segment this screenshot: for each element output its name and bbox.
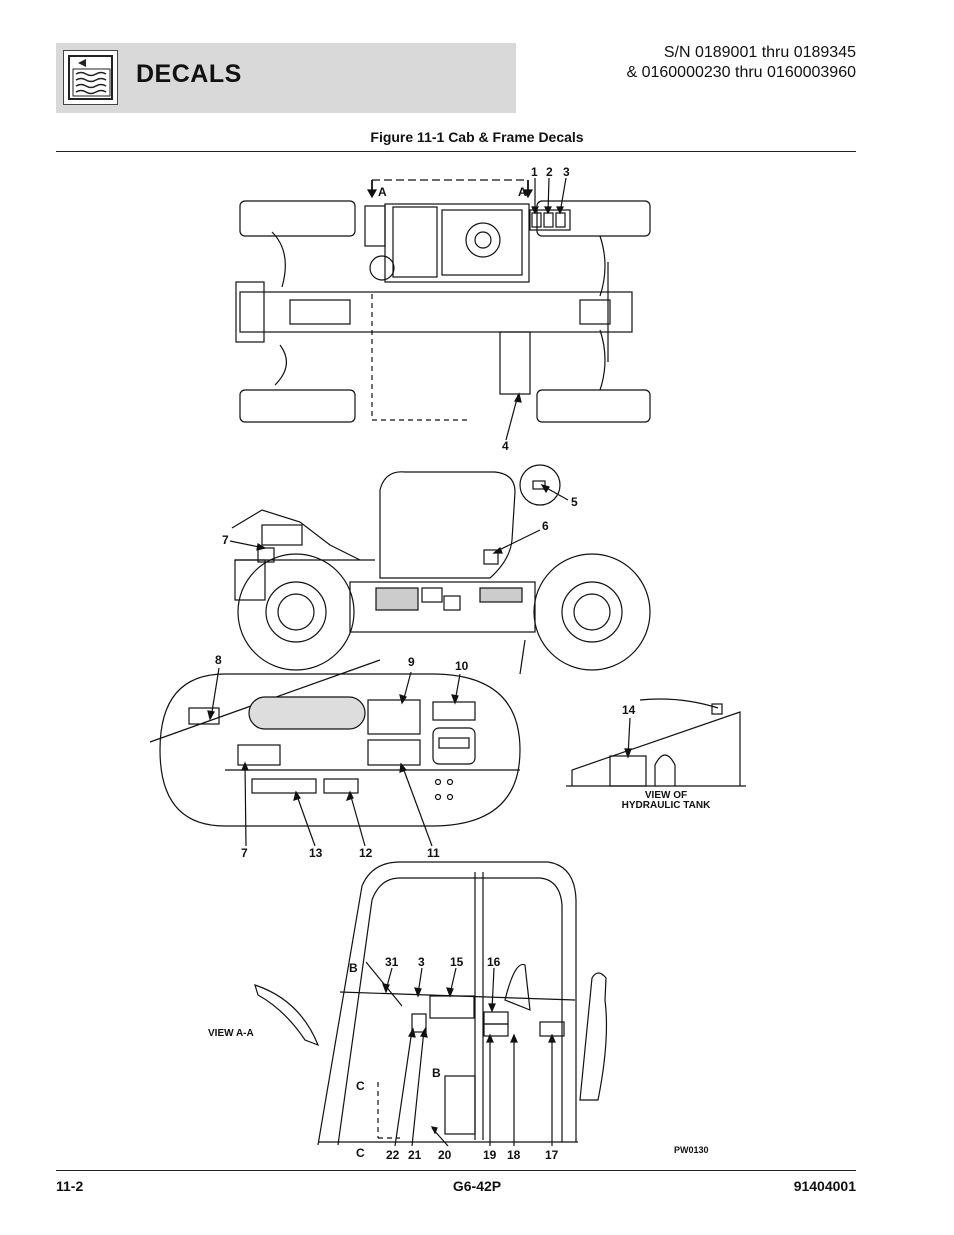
view-a-a-label: VIEW A-A (208, 1028, 254, 1039)
drawing-id: PW0130 (674, 1145, 709, 1155)
callout-13: 13 (309, 846, 323, 860)
serial-line-2: & 0160000230 thru 0160003960 (626, 64, 856, 81)
section-marker-b-top: B (349, 961, 358, 975)
detail-view (150, 640, 525, 846)
callout-7-detail: 7 (241, 846, 248, 860)
callout-21: 21 (408, 1148, 422, 1162)
model-name: G6-42P (452, 1178, 502, 1194)
callout-12: 12 (359, 846, 373, 860)
page-title: DECALS (136, 60, 242, 88)
callout-10: 10 (455, 659, 469, 673)
callout-11: 11 (427, 846, 440, 860)
callout-17: 17 (545, 1148, 559, 1162)
callout-18: 18 (507, 1148, 521, 1162)
document-number: 91404001 (793, 1178, 856, 1194)
figure-caption: Figure 11-1 Cab & Frame Decals (370, 129, 584, 145)
top-view (236, 178, 650, 440)
section-marker-c-top: C (356, 1079, 365, 1093)
callout-3: 3 (563, 165, 570, 179)
hydraulic-view-label-2: HYDRAULIC TANK (621, 800, 711, 811)
page-number: 11-2 (56, 1178, 84, 1194)
callout-14: 14 (622, 703, 636, 717)
cab-view (255, 862, 606, 1146)
callout-31: 31 (385, 955, 399, 969)
callout-9: 9 (408, 655, 415, 669)
callout-16: 16 (487, 955, 501, 969)
callout-2: 2 (546, 165, 553, 179)
callout-6: 6 (542, 519, 549, 533)
callout-4: 4 (502, 439, 509, 453)
callout-15: 15 (450, 955, 464, 969)
callout-5: 5 (571, 495, 578, 509)
section-marker-a-left: A (378, 185, 387, 199)
callout-20: 20 (438, 1148, 452, 1162)
callout-19: 19 (483, 1148, 497, 1162)
section-marker-b-bottom: B (432, 1066, 441, 1080)
hydraulic-tank-view (566, 699, 746, 786)
callout-8: 8 (215, 653, 222, 667)
callout-1: 1 (531, 165, 538, 179)
callout-3-cab: 3 (418, 955, 425, 969)
callout-7-side: 7 (222, 533, 229, 547)
section-marker-c-bottom: C (356, 1146, 365, 1160)
callout-22: 22 (386, 1148, 400, 1162)
footer-divider (56, 1170, 856, 1171)
serial-line-1: S/N 0189001 thru 0189345 (663, 44, 856, 61)
section-marker-a-right: A (518, 185, 527, 199)
hydraulic-view-label-1: VIEW OF (644, 790, 688, 801)
side-view (230, 465, 650, 670)
